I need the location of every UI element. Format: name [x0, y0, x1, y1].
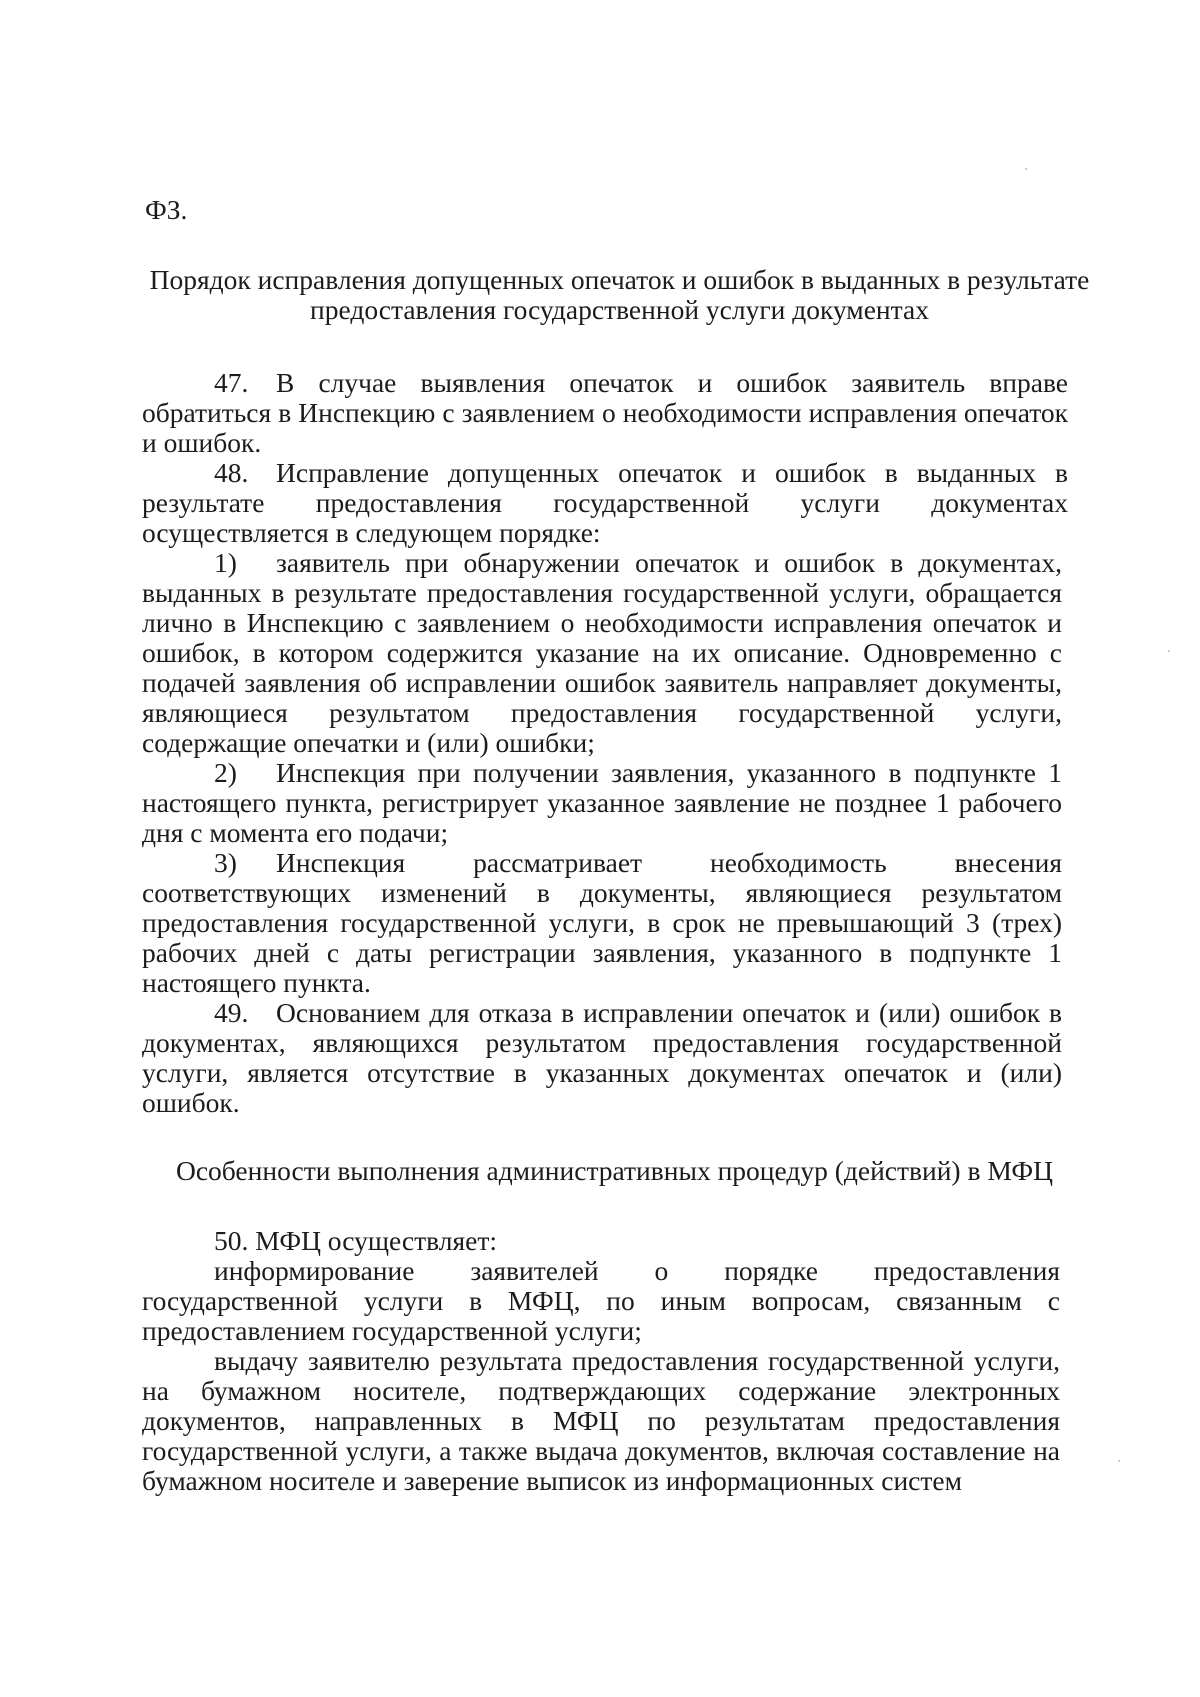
subclause-text: Инспекция при получении заявления, указанного в подпункте 1 настоящего пункта, регистрирует указанное заявление не позднее 1 рабочего дня с момента его подачи;: [142, 757, 1062, 848]
section-heading-corrections-text: Порядок исправления допущенных опечаток и ошибок в выданных в результате предоставления государственной услуги документах: [149, 264, 1090, 325]
subclause-text: Инспекция рассматривает необходимость внесения соответствующих изменений в документы, являющиеся результатом предоставления государственной услуги, в срок не превышающий 3 (трех) рабочих дней с даты регистрации заявления, указанного в подпункте 1 настоящего пункта.: [142, 847, 1062, 998]
header-fragment: ФЗ.: [145, 194, 188, 225]
clause-number: 49.: [214, 997, 249, 1028]
scan-speck: [1118, 1460, 1120, 1462]
mfc-duty-informing: информирование заявителей о порядке предоставления государственной услуги в МФЦ, по иным вопросам, связанным с предоставлением государственной услуги;: [142, 1255, 1060, 1346]
mfc-duty-issuing: выдачу заявителю результата предоставления государственной услуги, на бумажном носителе, подтверждающих содержание электронных документов, направленных в МФЦ по результатам предоставления государственной услуги, а также выдача документов, включая составление на бумажном носителе и заверение выписок из информационных систем: [142, 1345, 1060, 1496]
subclause-3: [142, 848, 1062, 998]
clause-49: [142, 998, 1062, 1118]
subclause-text: заявитель при обнаружении опечаток и ошибок в документах, выданных в результате предоставления государственной услуги, обращается лично в Инспекцию с заявлением о необходимости исправления опечаток и ошибок, в котором содержится указание на их описание. Одновременно с подачей заявления об исправлении ошибок заявитель направляет документы, являющиеся результатом предоставления государственной услуги, содержащие опечатки и (или) ошибки;: [142, 547, 1062, 758]
clause-50: 50. МФЦ осуществляет:: [214, 1225, 497, 1256]
scan-speck: [1025, 168, 1027, 170]
section-heading-corrections: [142, 265, 1097, 325]
clause-text: Основанием для отказа в исправлении опечаток и (или) ошибок в документах, являющихся результатом предоставления государственной услуги, является отсутствие в указанных документах опечаток и (или) ошибок.: [142, 997, 1062, 1118]
scan-speck: [1168, 650, 1170, 652]
subclause-2: [142, 758, 1062, 848]
section-heading-mfc: [142, 1156, 1087, 1186]
clause-48: [142, 458, 1068, 548]
clause-number: 48.: [214, 457, 249, 488]
subclause-number: 1): [214, 547, 237, 578]
subclause-number: 2): [214, 757, 237, 788]
clause-text: В случае выявления опечаток и ошибок заявитель вправе обратиться в Инспекцию с заявлением о необходимости исправления опечаток и ошибок.: [142, 367, 1068, 458]
subclause-1: [142, 548, 1062, 758]
clause-number: 47.: [214, 367, 249, 398]
clause-text: Исправление допущенных опечаток и ошибок в выданных в результате предоставления государственной услуги документах осуществляется в следующем порядке:: [142, 457, 1068, 548]
clause-47: [142, 368, 1068, 458]
subclause-number: 3): [214, 847, 237, 878]
section-heading-mfc-text: Особенности выполнения административных процедур (действий) в МФЦ: [175, 1155, 1054, 1186]
